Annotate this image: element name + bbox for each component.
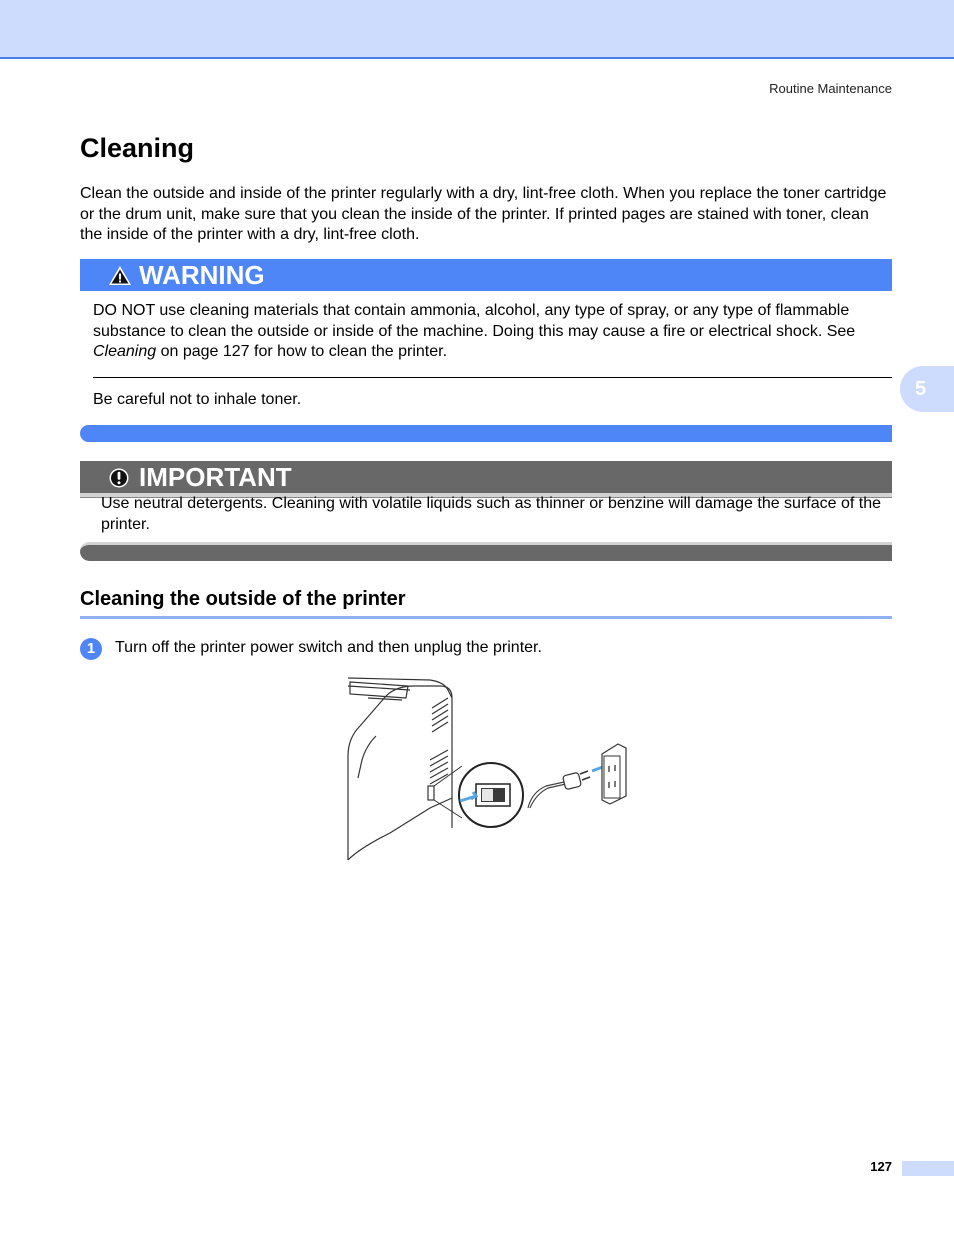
header-band: [0, 0, 954, 59]
section-title: Cleaning the outside of the printer: [80, 588, 406, 610]
step-text: Turn off the printer power switch and then unplug the printer.: [115, 639, 542, 656]
warning-divider: [93, 377, 892, 378]
warning-header: [80, 259, 892, 291]
page-number: 127: [870, 1159, 892, 1174]
running-header: Routine Maintenance: [769, 81, 892, 96]
footer-tab: [902, 1161, 954, 1176]
page-title: Cleaning: [80, 133, 195, 163]
warning-label: WARNING: [139, 260, 265, 290]
intro-paragraph: Clean the outside and inside of the printer regularly with a dry, lint-free cloth. When you replace the toner cartridge or the drum unit, make sure that you clean the inside of the printer. If printed pages are stained with toner, clean the inside of the printer with a dry, lint-free cloth.: [80, 185, 887, 243]
warning-text-start: DO NOT use cleaning materials that contain ammonia, alcohol, any type of spray, or any type of flammable substance to clean the outside or inside of the machine. Doing this may cause a fire or electrical shock. See: [93, 302, 856, 340]
cleaning-reference-link[interactable]: Cleaning: [93, 343, 157, 360]
warning-triangle-icon: [108, 265, 132, 286]
warning-text: [93, 301, 892, 363]
warning-toner-text: Be careful not to inhale toner.: [93, 391, 302, 408]
printer-unplug-illustration: [340, 668, 630, 863]
important-label: IMPORTANT: [139, 462, 292, 492]
important-header: [80, 461, 892, 497]
warning-footer-bar: [80, 425, 892, 442]
chapter-number: 5: [915, 377, 927, 400]
important-text: Use neutral detergents. Cleaning with volatile liquids such as thinner or benzine will damage the surface of the printer.: [101, 495, 881, 533]
step-number-badge: 1: [80, 638, 102, 660]
chapter-tab[interactable]: [900, 366, 954, 412]
important-footer-bar: [80, 542, 892, 561]
section-rule: [80, 616, 892, 619]
warning-text-end: on page 127 for how to clean the printer.: [156, 343, 448, 360]
exclamation-icon: [109, 468, 129, 488]
